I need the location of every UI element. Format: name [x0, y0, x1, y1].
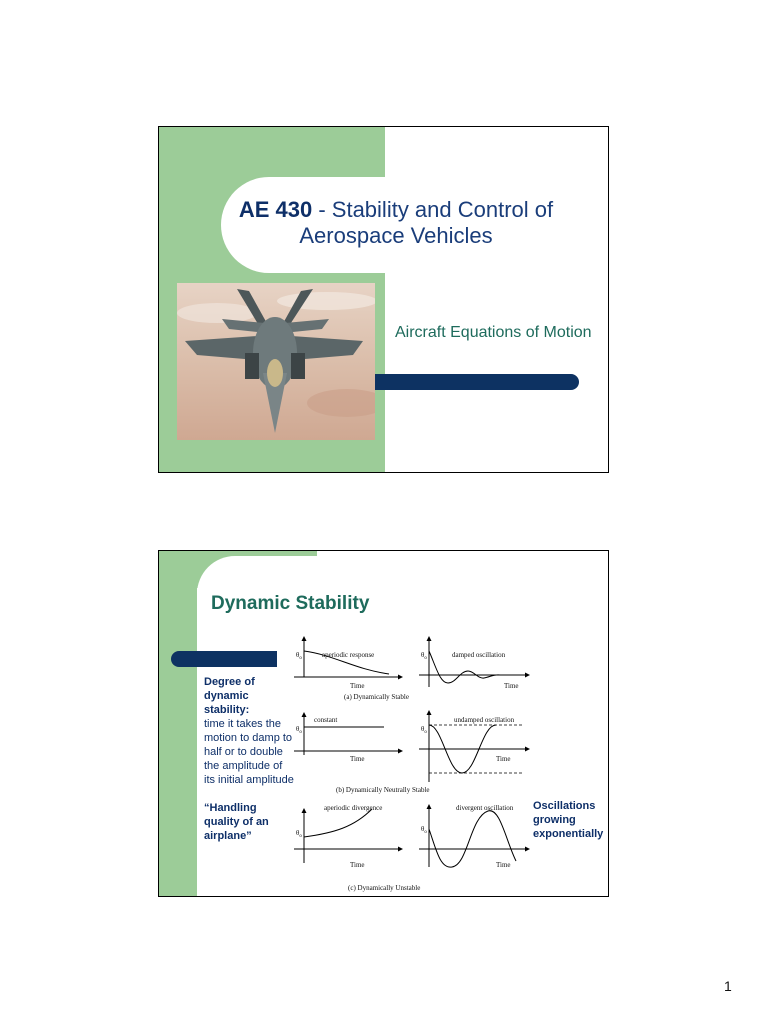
slide-title	[158, 126, 609, 473]
plot-b-right	[419, 711, 529, 782]
caption-c: (c) Dynamically Unstable	[348, 884, 421, 892]
plot-c-left	[294, 804, 402, 869]
slide2-accent-bar	[171, 651, 277, 667]
label-aperiodic-divergence: aperiodic divergence	[324, 804, 383, 812]
axis-time: Time	[350, 682, 365, 690]
axis-theta: $\theta_o$	[296, 829, 302, 839]
curve-aperiodic-divergence	[304, 809, 372, 837]
axis-theta: $\theta_o$	[421, 725, 427, 735]
slide2-body-text	[204, 675, 294, 843]
label-divergent-oscillation: divergent oscillation	[456, 804, 514, 812]
slide2-green-strip	[159, 551, 197, 897]
slide1-subtitle: Aircraft Equations of Motion	[395, 324, 592, 341]
label-constant: constant	[314, 716, 338, 724]
axis-theta: $\theta_o$	[421, 825, 427, 835]
label-aperiodic-response: aperiodic response	[322, 651, 375, 659]
slide1-accent-bar	[375, 374, 579, 390]
axis-theta: $\theta_o$	[296, 725, 302, 735]
course-title: - Stability and Control of Aerospace Vehicles	[299, 197, 554, 248]
plot-a-left	[294, 637, 402, 690]
slide1-title	[221, 197, 571, 249]
axis-time: Time	[350, 861, 365, 869]
slide-dynamic-stability	[158, 550, 609, 897]
slide2-title: Dynamic Stability	[211, 593, 370, 614]
definition-term: Degree of dynamic stability:	[204, 676, 255, 716]
fighter-jet-icon	[177, 283, 375, 440]
fighter-jet-photo	[177, 283, 375, 440]
label-damped-oscillation: damped oscillation	[452, 651, 506, 659]
oscillations-note: Oscillations growing exponentially	[533, 800, 604, 840]
plot-c-right	[419, 804, 529, 869]
plot-b-left	[294, 713, 402, 763]
definition-text: time it takes the motion to damp to half or to double the amplitude of its initial amplitude	[204, 718, 294, 786]
label-undamped-oscillation: undamped oscillation	[454, 716, 515, 724]
curve-divergent-oscillation	[429, 811, 516, 867]
caption-b: (b) Dynamically Neutrally Stable	[336, 786, 430, 794]
axis-time: Time	[504, 682, 519, 690]
course-code: AE 430	[238, 197, 313, 222]
caption-a: (a) Dynamically Stable	[344, 693, 409, 701]
axis-theta: $\theta_o$	[296, 651, 302, 661]
axis-time: Time	[496, 861, 511, 869]
stability-plots	[284, 627, 534, 895]
axis-theta: $\theta_o$	[421, 651, 427, 661]
handling-quality-quote: “Handling quality of an airplane”	[204, 802, 269, 842]
plot-a-right	[419, 637, 529, 690]
page-number: 1	[724, 978, 732, 994]
axis-time: Time	[350, 755, 365, 763]
axis-time: Time	[496, 755, 511, 763]
